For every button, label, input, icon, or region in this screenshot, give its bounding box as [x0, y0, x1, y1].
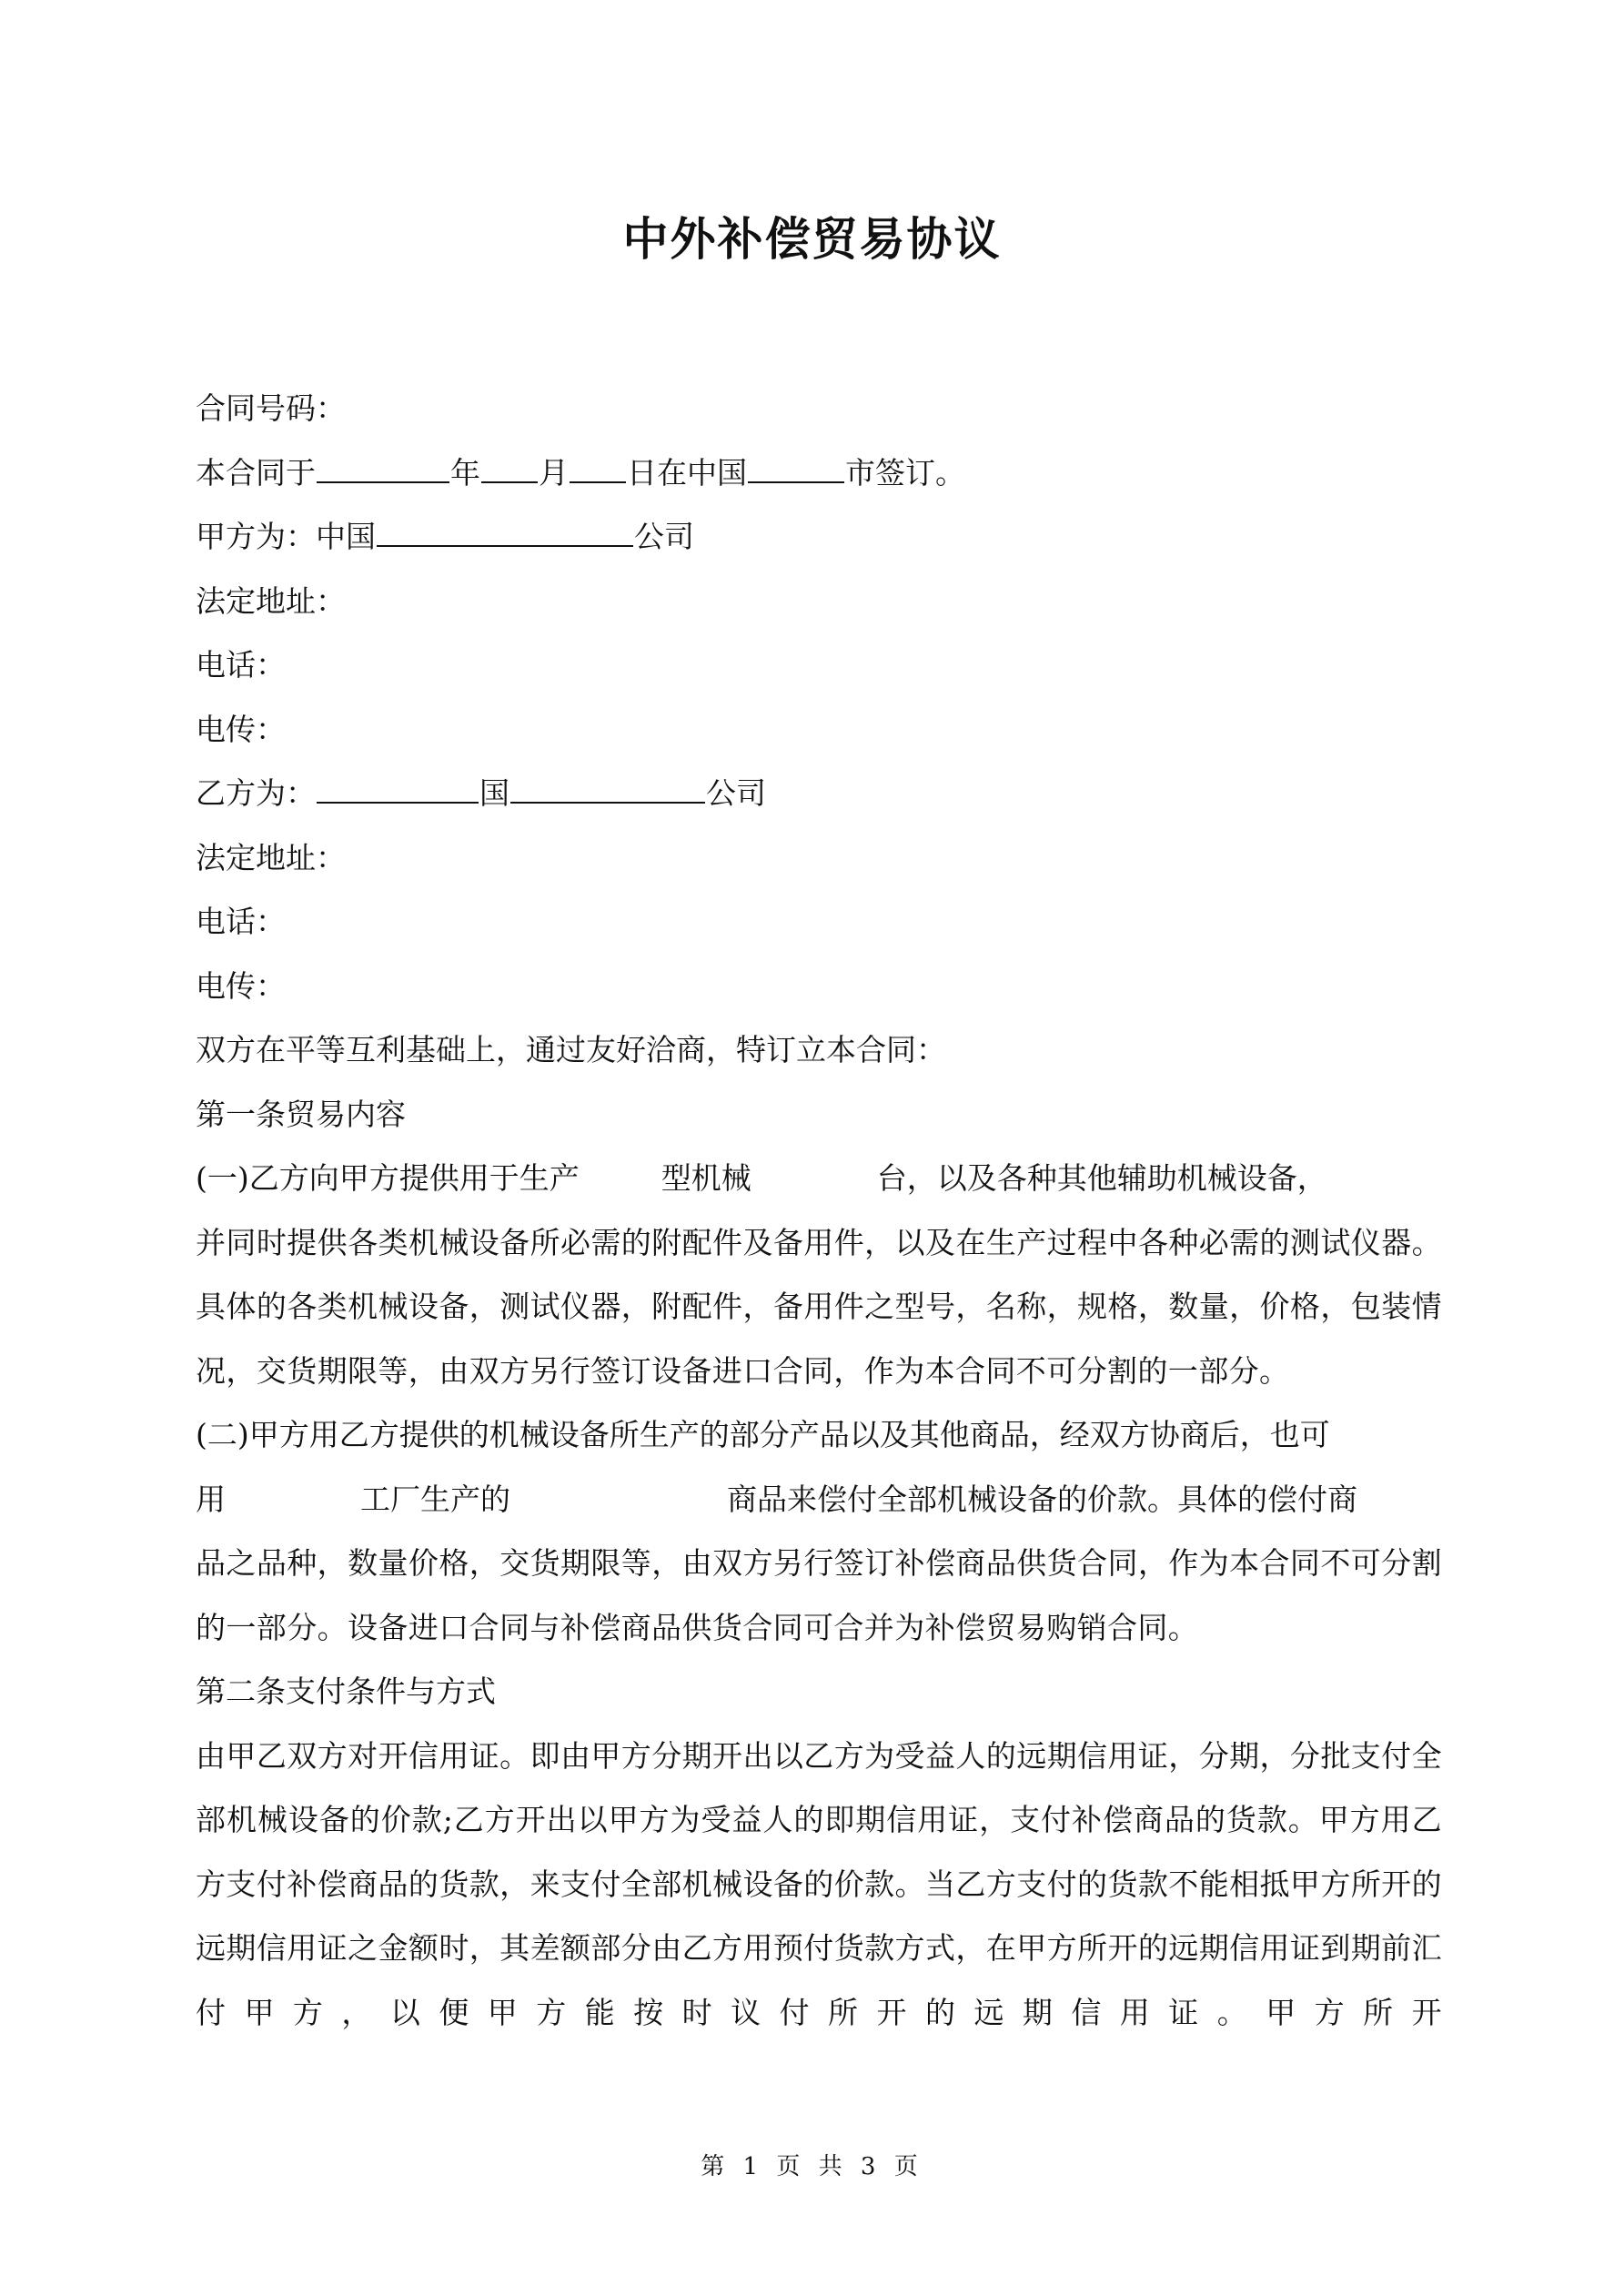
signing-date-line — [196, 441, 1442, 506]
party-b-fax-label: 电传： — [196, 967, 286, 1004]
party-a-name-blank — [377, 518, 633, 547]
article-2-body: 由甲乙双方对开信用证。即由甲方分期开出以乙方为受益人的远期信用证，分期，分批支付全部机械设备的价款;乙方开出以甲方为受益人的即期信用证，支付补偿商品的货款。甲方用乙方支付补偿商品的货款，来支付全部机械设备的价款。当乙方支付的货款不能相抵甲方所开的远期信用证之金额时，其差额部分由乙方用预付货款方式，在甲方所开的远期信用证到期前汇付甲方，以便甲方能按时议付所开的远期信用证。甲方所开 — [196, 1737, 1442, 2030]
preamble: 双方在平等互利基础上，通过友好洽商，特订立本合同： — [196, 1032, 946, 1067]
party-b-country-blank — [317, 774, 479, 804]
party-a-fax-line — [196, 698, 1442, 763]
clause-2-first-line: (二)甲方用乙方提供的机械设备所生产的部分产品以及其他商品，经双方协商后，也可 — [196, 1417, 1330, 1452]
day-blank — [570, 454, 626, 483]
party-a-phone-line — [196, 633, 1442, 698]
clause-1-part-2: 型机械 — [661, 1160, 751, 1196]
year-blank — [317, 454, 449, 483]
contract-number-label: 合同号码： — [196, 390, 346, 426]
clause-2-second-line — [196, 1468, 1442, 1532]
signing-suffix: 市签订。 — [845, 454, 965, 491]
party-b-phone-label: 电话： — [196, 904, 286, 939]
clause-2-part-1: 用 — [196, 1481, 226, 1517]
clause-2-body: 品之品种，数量价格，交货期限等，由双方另行签订补偿商品供货合同，作为本合同不可分割的一部分。设备进口合同与补偿商品供货合同可合并为补偿贸易购销合同。 — [196, 1545, 1442, 1645]
party-b-address-line — [196, 826, 1442, 891]
party-a-phone-label: 电话： — [196, 647, 286, 683]
party-b-fax-line — [196, 955, 1442, 1019]
party-a-address-line — [196, 570, 1442, 634]
clause-1-body: 并同时提供各类机械设备所必需的附配件及备用件，以及在生产过程中各种必需的测试仪器。具体的各类机械设备，测试仪器，附配件，备用件之型号，名称，规格，数量，价格，包装情况，交货期限等，由双方另行签订设备进口合同，作为本合同不可分割的一部分。 — [196, 1224, 1442, 1389]
clause-2-part-3: 商品来偿付全部机械设备的价款。具体的偿付商 — [727, 1481, 1357, 1517]
party-a-address-label: 法定地址： — [196, 582, 346, 619]
signing-year: 年 — [450, 454, 480, 491]
party-a-suffix: 公司 — [634, 519, 694, 554]
clause-1-part-3: 台，以及各种其他辅助机械设备， — [876, 1160, 1327, 1196]
clause-2-part-2: 工厂生产的 — [360, 1481, 510, 1517]
party-b-name-blank — [510, 774, 705, 804]
party-b-address-label: 法定地址： — [196, 839, 346, 875]
contract-number-line — [196, 377, 1442, 441]
party-b-label: 乙方为： — [196, 775, 316, 811]
document-title: 中外补偿贸易协议 — [622, 213, 1002, 266]
party-a-label: 甲方为：中国 — [196, 519, 376, 554]
article-1-heading: 第一条贸易内容 — [196, 1096, 406, 1132]
document-body — [196, 377, 1442, 2045]
party-b-line — [196, 762, 1442, 826]
clause-1-first-line — [196, 1147, 1442, 1211]
party-b-suffix: 公司 — [706, 775, 766, 811]
article-2-heading: 第二条支付条件与方式 — [196, 1674, 496, 1709]
month-blank — [481, 454, 538, 483]
page-footer: 第 1 页 共 3 页 — [701, 2153, 923, 2180]
signing-day-location: 日在中国 — [627, 454, 747, 491]
city-blank — [748, 454, 844, 483]
party-b-phone-line — [196, 890, 1442, 955]
party-a-line — [196, 505, 1442, 570]
party-b-country: 国 — [479, 775, 509, 811]
signing-month: 月 — [539, 454, 569, 491]
signing-prefix: 本合同于 — [196, 454, 316, 491]
clause-1-part-1: (一)乙方向甲方提供用于生产 — [196, 1160, 580, 1196]
party-a-fax-label: 电传： — [196, 711, 286, 747]
